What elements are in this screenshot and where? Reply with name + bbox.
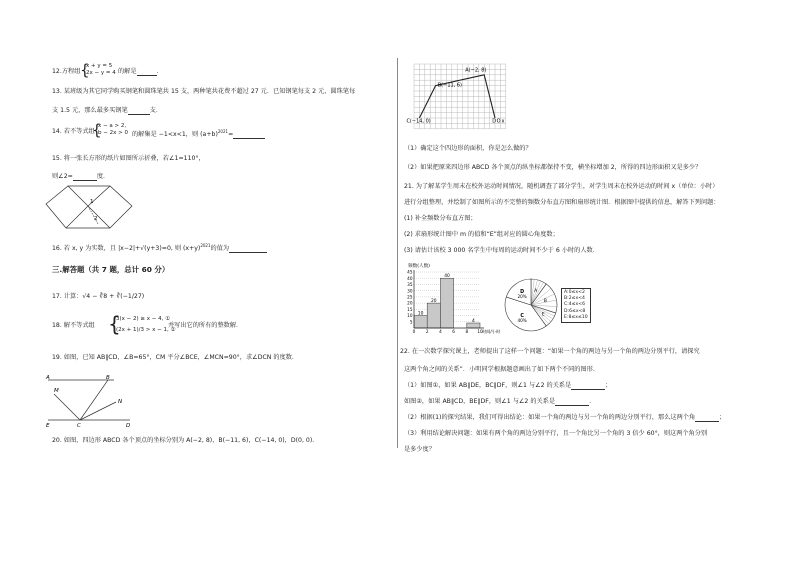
q22-line7: 是多少度？	[404, 446, 435, 453]
q22-line2: 这两个角之间的关系”．小明同学根据题意画出了如下两个不同的图形．	[404, 366, 600, 373]
q20-part2: （2）如果把原来四边形 ABCD 各个顶点的纵坐标都保持不变，横坐标增加 2，所得的四边形面积又是多少？	[404, 164, 702, 171]
q21-line2: 进行分组整理，并绘制了如图所示的不完整的频数分布直方图和扇形统计图．根据图中提供的信息，解答下列问题：	[404, 199, 720, 206]
q19-label-e: E	[46, 423, 50, 428]
q12-system: x + y = 5 2x − y = 4	[86, 63, 116, 76]
q19-label-c: C	[77, 423, 81, 428]
histogram-x-tick: 6	[452, 329, 455, 334]
histogram-y-tick: 5	[409, 319, 413, 325]
q22-line4: 如图②，如果 AB∥CD，BE∥DF，则∠1 与∠2 的关系是 ．	[404, 398, 596, 405]
q22-line6: （3）利用结论解决问题：如果有两个角的两边分别平行，且一个角比另一个角的 3 倍少 60°，则这两个角分别	[404, 430, 708, 437]
histogram-bar-label: 4	[472, 319, 475, 325]
q12-prefix: 12.方程组	[52, 68, 81, 75]
grid-label-o: O	[496, 118, 501, 125]
q22-line3: （1）如图①，如果 AB∥DE，BC∥DF，则∠1 与∠2 的关系是 ；	[404, 382, 612, 389]
histogram-y-tick: 15	[407, 306, 413, 312]
q15-line1: 15. 将一张长方形的纸片如图所示折叠，若∠1=110°，	[52, 155, 205, 162]
histogram-y-tick: 20	[407, 300, 413, 306]
pie-label-b: B	[543, 298, 547, 304]
q14-suffix: 的解集是 −1<x<1，则 $(a+b)^{2021}=$	[132, 128, 265, 139]
q21-part2: (2) 求扇形统计图中 m 的值和“E”组对应的圆心角度数；	[404, 231, 559, 238]
histogram-y-tick: 30	[407, 288, 413, 294]
q21-line1: 21. 为了解某学生周末在校外运动时间情况，随机调查了部分学生，对学生周末在校外运动的时间 x（单位：小时）	[404, 183, 719, 190]
q14-brace: {	[92, 121, 102, 139]
histogram-xlabel: 时间/小时	[482, 329, 501, 334]
q14-system: x − a > 2, b − 2x > 0	[98, 123, 128, 136]
q18-suffix: 并写出它的所有的整数解．	[168, 322, 243, 329]
legend-d: D:6≤x<8	[564, 308, 586, 314]
grid-label-d: D	[492, 118, 497, 125]
q18-prefix: 18. 解不等式组	[52, 322, 95, 329]
histogram-x-tick: 8	[465, 329, 469, 334]
q20-text: 20. 如图，四边形 ABCD 各个顶点的坐标分别为 A(−2, 8)，B(−11, 6)，C(−14, 0)，D(0, 0)．	[52, 437, 319, 444]
q21-histogram	[402, 260, 502, 336]
q14-prefix: 14. 若不等式组	[52, 128, 95, 135]
q12-suffix: 的解是 .	[118, 68, 159, 75]
q19-label-d: D	[126, 423, 131, 428]
q13-line2: 支 1.5 元，那么最多买钢笔 支．	[52, 107, 163, 114]
histogram-x-tick: 2	[425, 329, 429, 334]
q20-coordinate-grid	[406, 60, 516, 136]
q19-label-m: M	[54, 388, 59, 394]
q19-label-n: N	[118, 399, 123, 405]
histogram-y-tick: 35	[407, 282, 413, 288]
q22-line1: 22. 在一次数学探究课上，老师提出了这样一个问题：“如果一个角的两边与另一个角的两边分别平行，请探究	[400, 348, 700, 355]
grid-label-x: x	[501, 118, 505, 125]
q21-pie-chart	[502, 276, 560, 334]
grid-label-a: A(−2, 8)	[465, 67, 487, 74]
pie-label-d: D	[520, 289, 525, 295]
q20-part1: （1）确定这个四边形的面积，你是怎么做的？	[404, 145, 532, 152]
histogram-x-tick: 10	[477, 329, 483, 334]
legend-e: E:8≤x≤10	[564, 314, 588, 320]
histogram-y-tick: 25	[407, 294, 413, 300]
histogram-x-tick: 0	[412, 329, 416, 334]
pie-value-c: 40%	[517, 318, 527, 324]
pie-legend	[561, 288, 591, 323]
right-column	[398, 0, 794, 562]
q15-angle1-label: 1	[90, 199, 94, 205]
q13-line1: 13. 某班级为其它同学购买钢笔和圆珠笔共 15 支，两种笔共花费不超过 27 元．已知钢笔每支 2 元，圆珠笔每	[52, 88, 356, 95]
pie-value-d: 20%	[517, 293, 527, 299]
legend-c: C:4≤x<6	[564, 302, 586, 308]
histogram-bar-label: 40	[444, 274, 450, 280]
histogram-bar	[427, 303, 440, 328]
q15-angle2-label: 2	[94, 216, 98, 222]
q15-line2: 则∠2= 度．	[52, 173, 110, 180]
legend-b: B:2≤x<4	[564, 296, 585, 302]
grid-label-c: C(−14, 0)	[406, 118, 431, 125]
section-3-heading: 三.解答题（共 7 题，总计 60 分）	[52, 265, 170, 274]
histogram-x-tick: 4	[439, 329, 442, 334]
q22-line5: （2）根据(1)的探究结果，我们可得出结论：如果一个角的两边与另一个角的两边分别平行，那么这两个角 ；	[404, 414, 726, 421]
histogram-bar-label: 20	[431, 299, 437, 305]
q19-label-b: B	[106, 375, 110, 381]
q21-part1: (1) 补全频数分布直方图；	[404, 215, 477, 222]
histogram-ylabel: 频数(人数)	[408, 264, 430, 269]
q15-fold-figure	[44, 184, 136, 234]
q18-system: 3(x − 2) ≥ x − 4, ① (2x + 1)/3 > x − 1, ②	[116, 316, 176, 333]
q19-label-a: A	[46, 375, 50, 381]
grid-label-b: B(−11, 6)	[437, 82, 463, 89]
histogram-y-tick: 10	[407, 313, 413, 319]
pie-label-c: C	[520, 314, 524, 320]
legend-a: A:0≤x<2	[564, 290, 585, 295]
histogram-y-tick: 45	[407, 269, 413, 275]
histogram-bar-label: 10	[417, 311, 424, 317]
q19-text: 19. 如图，已知 AB∥CD，∠B=65°，CM 平分∠BCE，∠MCN=90°，求∠DCN 的度数．	[52, 354, 299, 361]
q17-text: 17. 计算：√4 − ∛8 + ∛(−1/27)	[52, 293, 145, 300]
histogram-bar	[414, 316, 427, 328]
pie-label-a: A	[534, 289, 538, 295]
q19-parallel-figure	[44, 372, 134, 428]
histogram-bar	[440, 278, 453, 328]
q16-text: 16. 若 x, y 为实数，且 |x−2|+√(y+3)=0, 则 $(x+y)^{2021}$的值为	[52, 242, 267, 253]
q18-brace: {	[108, 312, 121, 336]
histogram-y-tick: 40	[407, 275, 413, 281]
q12-brace: {	[80, 61, 90, 79]
pie-label-e: E	[541, 312, 545, 318]
q21-part3: (3) 请估计该校 3 000 名学生中每周的运动时间不少于 6 小时的人数．	[404, 247, 599, 254]
